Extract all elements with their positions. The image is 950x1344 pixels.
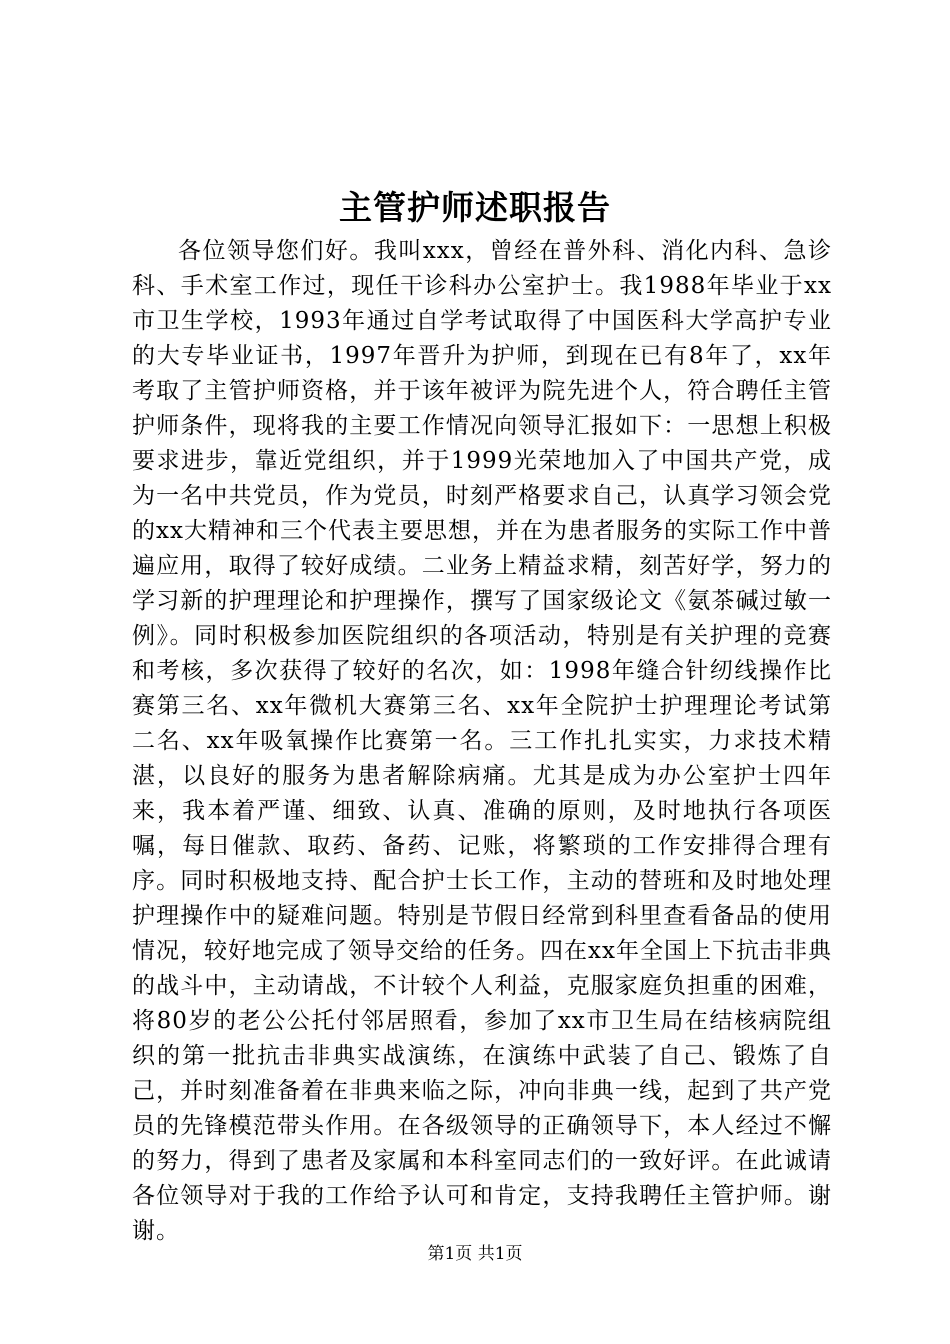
document-body: 各位领导您们好。我叫xxx，曾经在普外科、消化内科、急诊科、手术室工作过，现任干诊科办公室护士。我1988年毕业于xx市卫生学校，1993年通过自学考试取得了中国医科大学高护专业的大专毕业证书，1997年晋升为护师，到现在已有8年了，xx年考取了主管护师资格，并于该年被评为院先进个人，符合聘任主管护师条件，现将我的主要工作情况向领导汇报如下：一思想上积极要求进步，靠近党组织，并于1999光荣地加入了中国共产党，成为一名中共党员，作为党员，时刻严格要求自己，认真学习领会党的xx大精神和三个代表主要思想，并在为患者服务的实际工作中普遍应用，取得了较好成绩。二业务上精益求精，刻苦好学，努力的学习新的护理理论和护理操作，撰写了国家级论文《氨茶碱过敏一例》。同时积极参加医院组织的各项活动，特别是有关护理的竞赛和考核，多次获得了较好的名次，如：1998年缝合针纫线操作比赛第三名、xx年微机大赛第三名、xx年全院护士护理理论考试第二名、xx年吸氧操作比赛第一名。三工作扎扎实实，力求技术精湛，以良好的服务为患者解除病痛。尤其是成为办公室护士四年来，我本着严谨、细致、认真、准确的原则，及时地执行各项医嘱，每日催款、取药、备药、记账，将繁琐的工作安排得合理有序。同时积极地支持、配合护士长工作，主动的替班和及时地处理护理操作中的疑难问题。特别是节假日经常到科里查看备品的使用情况，较好地完成了领导交给的任务。四在xx年全国上下抗击非典的战斗中，主动请战，不计较个人利益，克服家庭负担重的困难，将80岁的老公公托付邻居照看，参加了xx市卫生局在结核病院组织的第一批抗击非典实战演练，在演练中武装了自己、锻炼了自己，并时刻准备着在非典来临之际，冲向非典一线，起到了共产党员的先锋模范带头作用。在各级领导的正确领导下，本人经过不懈的努力，得到了患者及家属和本科室同志们的一致好评。在此诚请各位领导对于我的工作给予认可和肯定，支持我聘任主管护师。谢谢。 bbox=[132, 238, 832, 1244]
document-title: 主管护师述职报告 bbox=[339, 188, 611, 227]
page-number-footer: 第1页 共1页 bbox=[427, 1244, 523, 1264]
